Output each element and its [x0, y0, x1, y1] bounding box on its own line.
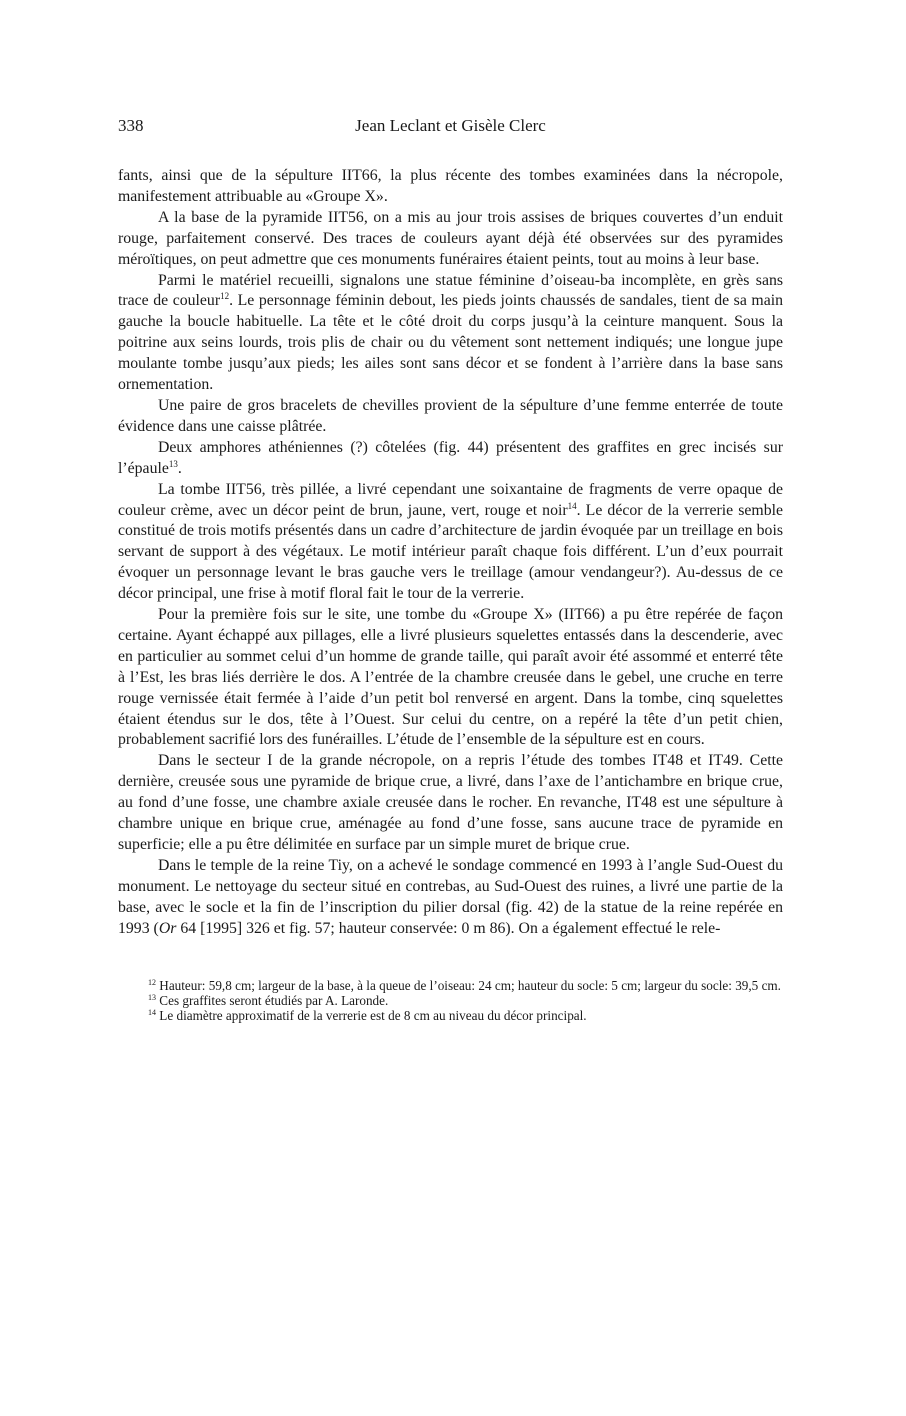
- footnotes: [118, 978, 783, 1024]
- paragraph: La tombe IIT56, très pillée, a livré cependant une soixantaine de fragments de verre opaque de couleur crème, avec un décor peint de brun, jaune, vert, rouge et noir$^{14}$. Le décor de la verrerie semble constitué de trois motifs présentés dans un cadre d’architecture de jardin évoquée par un treillage en bois servant de support à des végétaux. Le motif intérieur paraît chaque fois différent. L’un d’eux pourrait évoquer un personnage levant le bras gauche vers le treillage (amour vendangeur?). Au-dessus de ce décor principal, une frise à motif floral fait le tour de la verrerie.: [118, 480, 784, 603]
- paragraph: Pour la première fois sur le site, une tombe du «Groupe X» (IIT66) a pu être repérée de façon certaine. Ayant échappé aux pillages, elle a livré plusieurs squelettes entassés dans la descenderie, avec en particulier au sommet celui d’un homme de grande taille, qui paraît avoir été assommé et enterré tête à l’Est, les bras liés derrière le dos. A l’entrée de la chambre creusée dans le gebel, une cruche en terre rouge vernissée était fermée à l’aide d’un petit bol renversé en argent. Dans la tombe, cinq squelettes étaient étendus sur le dos, tête à l’Ouest. Sur celui du centre, on a repéré la tête d’un petit chien, probablement sacrifié lors des funérailles. L’étude de l’ensemble de la sépulture est en cours.: [118, 606, 783, 749]
- body-text: [118, 166, 783, 940]
- paragraph: fants, ainsi que de la sépulture IIT66, la plus récente des tombes examinées dans la nécropole, manifestement attribuable au «Groupe X».: [118, 167, 783, 205]
- footnote-ref: 14: [567, 500, 577, 511]
- page-header: [118, 112, 783, 142]
- footnote-ref: 12: [220, 291, 230, 302]
- page-number: 338: [118, 116, 144, 135]
- paragraph: A la base de la pyramide IIT56, on a mis au jour trois assises de briques couvertes d’un enduit rouge, parfaitement conservé. Des traces de couleurs ayant déjà été observées sur des pyramides méroïtiques, on peut admettre que ces monuments funéraires étaient peints, tout au moins à leur base.: [118, 208, 783, 268]
- running-title: Jean Leclant et Gisèle Clerc: [355, 116, 546, 135]
- paragraph: Dans le secteur I de la grande nécropole, on a repris l’étude des tombes IT48 et IT49. Cette dernière, creusée sous une pyramide de brique crue, a livré, dans l’axe de l’antichambre en brique crue, au fond d’une fosse, une chambre axiale creusée dans le rocher. En revanche, IT48 est une sépulture à chambre unique en brique crue, aménagée au fond d’une fosse, sans aucune trace de pyramide en superficie; elle a pu être délimitée en surface par un simple muret de brique crue.: [118, 752, 783, 853]
- footnote: $^{13}$ Ces graffites seront étudiés par A. Laronde.: [148, 992, 389, 1008]
- paragraph: Deux amphores athéniennes (?) côtelées (fig. 44) présentent des graffites en grec incisés sur l’épaule$^{13}$.: [118, 438, 783, 477]
- paragraph: Parmi le matériel recueilli, signalons une statue féminine d’oiseau-ba incomplète, en grès sans trace de couleur$^{12}$. Le personnage féminin debout, les pieds joints chaussés de sandales, tient de sa main gauche la boucle habituelle. La tête et le côté droit du corps jusqu’à la ceinture manquent. Sous la poitrine aux seins lourds, trois plis de chair ou du vêtement sont nettement indiqués; une longue jupe moulante tombe jusqu’aux pieds; les ailes sont sans décor et se fondent à l’arrière dans la base sans ornementation.: [118, 271, 783, 394]
- footnote: $^{12}$ Hauteur: 59,8 cm; largeur de la base, à la queue de l’oiseau: 24 cm; hauteur du socle: 5 cm; largeur du socle: 39,5 cm.: [148, 977, 781, 993]
- page: [118, 112, 783, 1023]
- footnote: $^{14}$ Le diamètre approximatif de la verrerie est de 8 cm au niveau du décor principal.: [148, 1007, 587, 1023]
- paragraph: Dans le temple de la reine Tiy, on a achevé le sondage commencé en 1993 à l’angle Sud-Ouest du monument. Le nettoyage du secteur situé en contrebas, au Sud-Ouest des ruines, a livré une partie de la base, avec le socle et la fin de l’inscription du pilier dorsal (fig. 42) de la statue de la reine repérée en 1993 (Or 64 [1995] 326 et fig. 57; hauteur conservée: 0 m 86). On a également effectué le rele-: [118, 856, 783, 937]
- footnote-ref: 13: [168, 458, 178, 469]
- paragraph: Une paire de gros bracelets de chevilles provient de la sépulture d’une femme enterrée de toute évidence dans une caisse plâtrée.: [118, 396, 783, 435]
